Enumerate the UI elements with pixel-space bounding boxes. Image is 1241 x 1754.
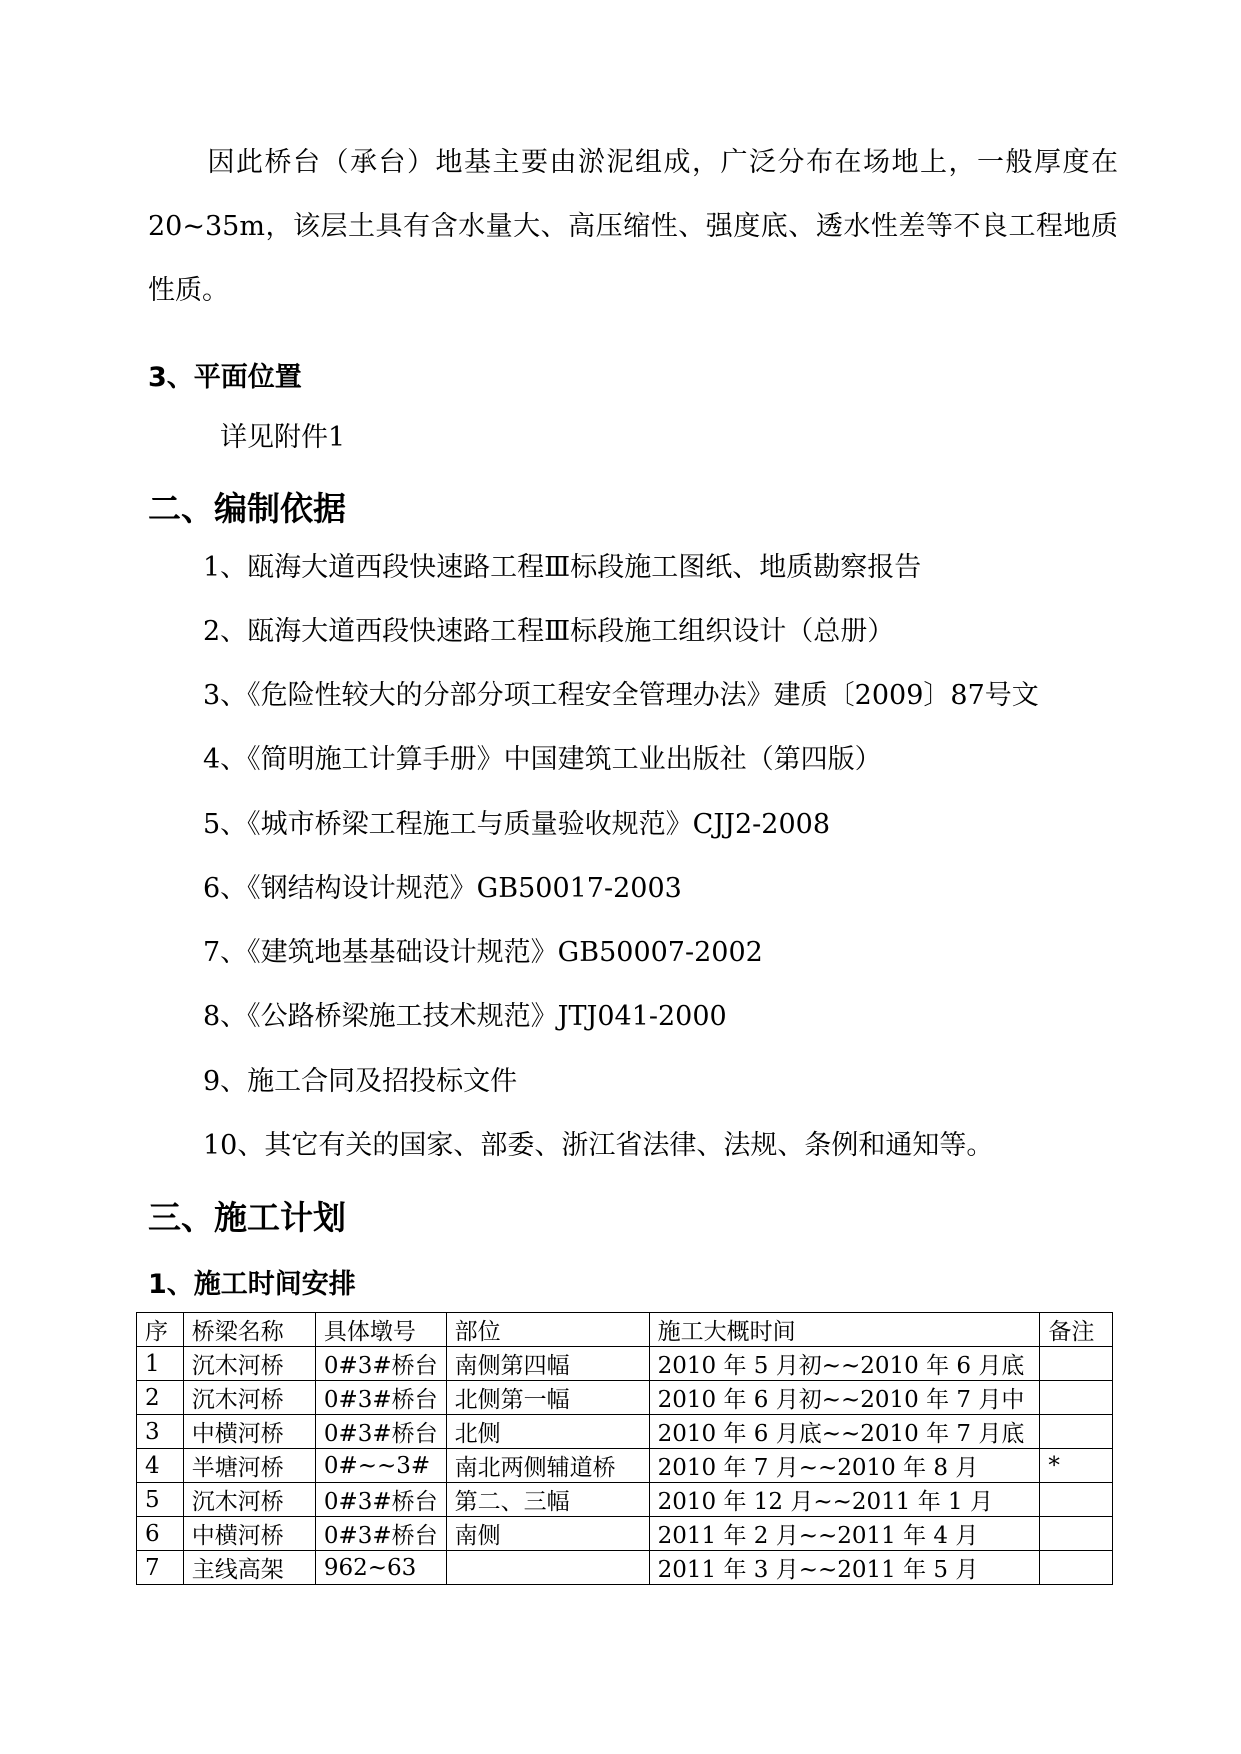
section-plan-heading: 三、施工计划: [148, 1198, 346, 1237]
basis-item-2: 2、瓯海大道西段快速路工程Ⅲ标段施工组织设计（总册）: [203, 616, 895, 647]
cell-bridge-name: 沉木河桥: [183, 1381, 315, 1415]
basis-item-6: 6、《钢结构设计规范》GB50017-2003: [203, 873, 682, 904]
intro-paragraph-text: 因此桥台（承台）地基主要由淤泥组成，广泛分布在场地上，一般厚度在20~35m，该层土具有含水量大、高压缩性、强度底、透水性差等不良工程地质性质。: [148, 147, 1118, 306]
cell-pier-number: 0#3#桥台: [315, 1347, 446, 1381]
table-row: [137, 1517, 1113, 1551]
schedule-table: [136, 1312, 1113, 1585]
cell-schedule-time: 2010 年 12 月~~2011 年 1 月: [649, 1483, 1040, 1517]
cell-index: 7: [137, 1551, 184, 1585]
header-schedule-time: 施工大概时间: [649, 1313, 1040, 1347]
header-remarks: 备注: [1040, 1313, 1113, 1347]
cell-location: [446, 1551, 649, 1585]
cell-remarks: [1040, 1551, 1113, 1585]
table-row: [137, 1347, 1113, 1381]
cell-index: 4: [137, 1449, 184, 1483]
cell-location: 北侧: [446, 1415, 649, 1449]
basis-item-10: 10、其它有关的国家、部委、浙江省法律、法规、条例和通知等。: [203, 1130, 994, 1161]
cell-remarks: [1040, 1483, 1113, 1517]
table-row: [137, 1381, 1113, 1415]
cell-index: 3: [137, 1415, 184, 1449]
table-row: [137, 1449, 1113, 1483]
basis-item-1: 1、瓯海大道西段快速路工程Ⅲ标段施工图纸、地质勘察报告: [203, 552, 922, 583]
header-pier-number: 具体墩号: [315, 1313, 446, 1347]
basis-item-8: 8、《公路桥梁施工技术规范》JTJ041-2000: [203, 1001, 727, 1032]
section-location-heading: 3、平面位置: [148, 362, 302, 393]
basis-item-5: 5、《城市桥梁工程施工与质量验收规范》CJJ2-2008: [203, 809, 830, 840]
cell-remarks: [1040, 1381, 1113, 1415]
cell-bridge-name: 中横河桥: [183, 1517, 315, 1551]
table-row: [137, 1551, 1113, 1585]
section-plan-subheading: 1、施工时间安排: [148, 1269, 356, 1300]
cell-schedule-time: 2010 年 5 月初~~2010 年 6 月底: [649, 1347, 1040, 1381]
cell-schedule-time: 2011 年 3 月~~2011 年 5 月: [649, 1551, 1040, 1585]
cell-schedule-time: 2011 年 2 月~~2011 年 4 月: [649, 1517, 1040, 1551]
cell-pier-number: 0#3#桥台: [315, 1381, 446, 1415]
cell-pier-number: 962~63: [315, 1551, 446, 1585]
cell-location: 南北两侧辅道桥: [446, 1449, 649, 1483]
cell-index: 2: [137, 1381, 184, 1415]
cell-pier-number: 0#3#桥台: [315, 1415, 446, 1449]
table-row: [137, 1415, 1113, 1449]
cell-schedule-time: 2010 年 6 月初~~2010 年 7 月中: [649, 1381, 1040, 1415]
schedule-header-row: [137, 1313, 1113, 1347]
basis-item-9: 9、施工合同及招投标文件: [203, 1066, 518, 1097]
cell-location: 北侧第一幅: [446, 1381, 649, 1415]
cell-remarks: [1040, 1415, 1113, 1449]
cell-remarks: [1040, 1347, 1113, 1381]
cell-index: 1: [137, 1347, 184, 1381]
cell-location: 南侧: [446, 1517, 649, 1551]
cell-pier-number: 0#3#桥台: [315, 1483, 446, 1517]
section-basis-heading: 二、编制依据: [148, 489, 346, 528]
cell-index: 6: [137, 1517, 184, 1551]
table-row: [137, 1483, 1113, 1517]
cell-pier-number: 0#~~3#: [315, 1449, 446, 1483]
header-bridge-name: 桥梁名称: [183, 1313, 315, 1347]
cell-bridge-name: 沉木河桥: [183, 1347, 315, 1381]
basis-item-7: 7、《建筑地基基础设计规范》GB50007-2002: [203, 937, 763, 968]
header-index: 序: [137, 1313, 184, 1347]
cell-remarks: *: [1040, 1449, 1113, 1483]
cell-location: 第二、三幅: [446, 1483, 649, 1517]
cell-bridge-name: 中横河桥: [183, 1415, 315, 1449]
cell-schedule-time: 2010 年 6 月底~~2010 年 7 月底: [649, 1415, 1040, 1449]
cell-location: 南侧第四幅: [446, 1347, 649, 1381]
cell-index: 5: [137, 1483, 184, 1517]
cell-schedule-time: 2010 年 7 月~~2010 年 8 月: [649, 1449, 1040, 1483]
basis-item-3: 3、《危险性较大的分部分项工程安全管理办法》建质〔2009〕87号文: [203, 680, 1039, 711]
section-location-text: 详见附件1: [220, 422, 346, 453]
cell-bridge-name: 沉木河桥: [183, 1483, 315, 1517]
cell-remarks: [1040, 1517, 1113, 1551]
header-location: 部位: [446, 1313, 649, 1347]
cell-pier-number: 0#3#桥台: [315, 1517, 446, 1551]
basis-item-4: 4、《简明施工计算手册》中国建筑工业出版社（第四版）: [203, 744, 882, 775]
cell-bridge-name: 半塘河桥: [183, 1449, 315, 1483]
intro-paragraph: [148, 131, 1118, 323]
cell-bridge-name: 主线高架: [183, 1551, 315, 1585]
